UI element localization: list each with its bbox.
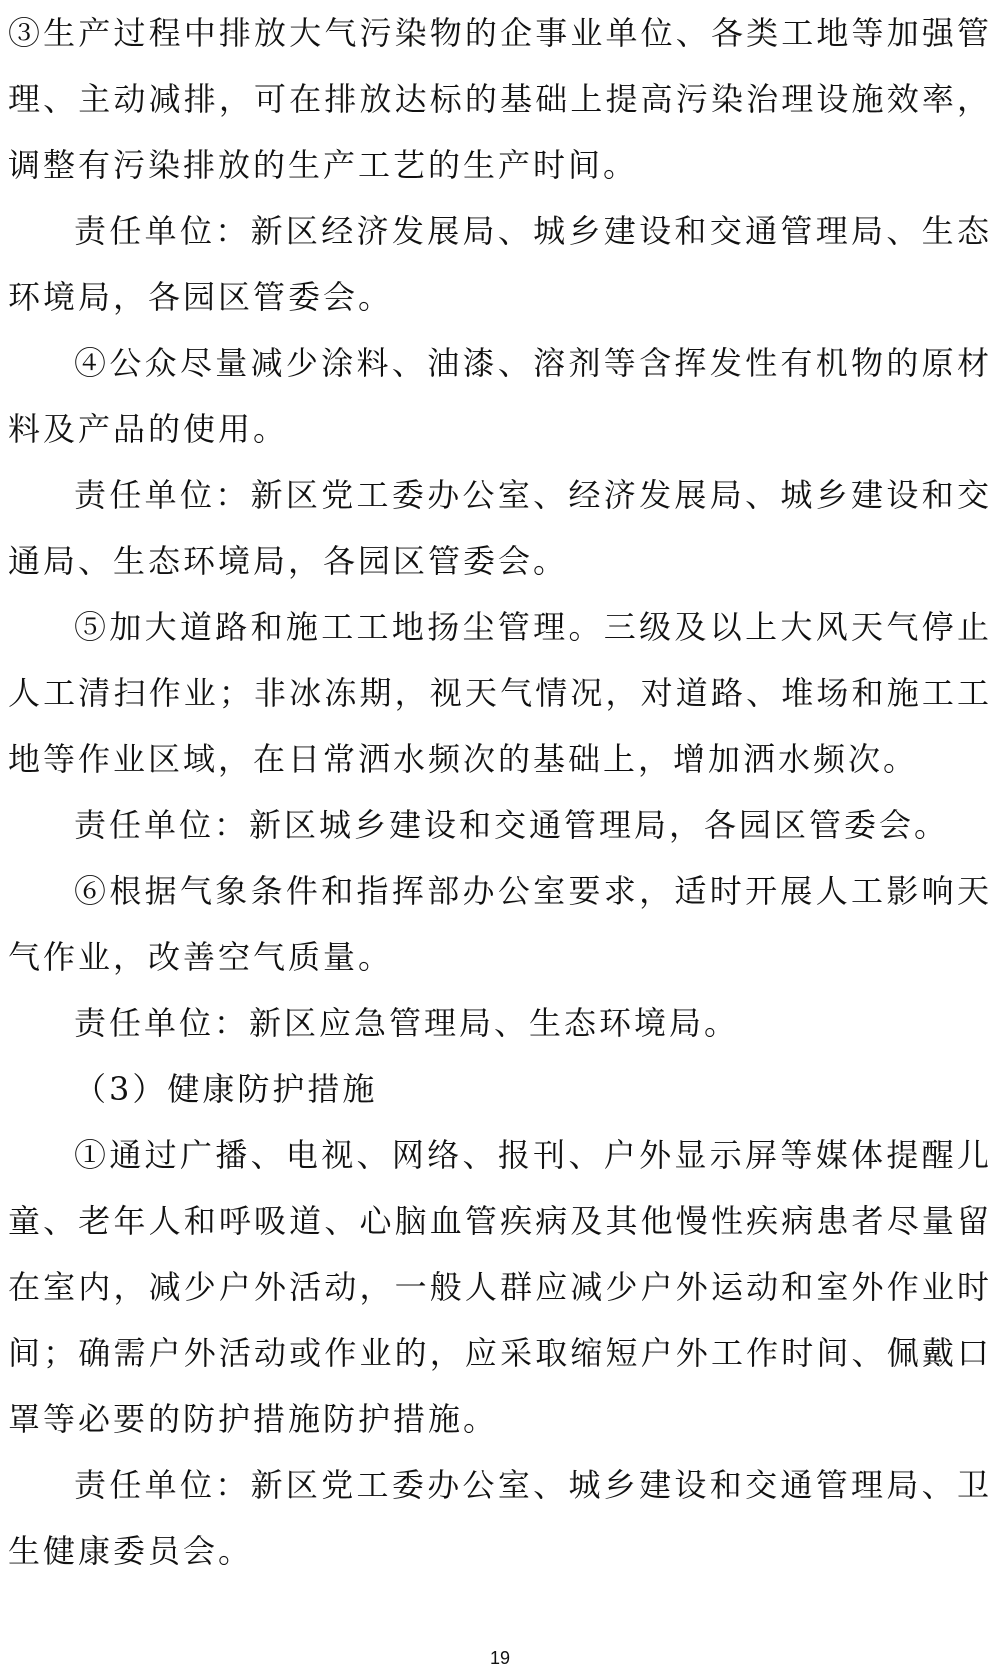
paragraph-responsible-units-health-1: 责任单位：新区党工委办公室、城乡建设和交通管理局、卫生健康委员会。 [8,1466,992,1570]
paragraph-responsible-units-6: 责任单位：新区应急管理局、生态环境局。 [74,1004,740,1042]
paragraph-measure-5: ⑤加大道路和施工工地扬尘管理。三级及以上大风天气停止人工清扫作业；非冰冻期，视天气情况，对道路、堆场和施工工地等作业区域，在日常洒水频次的基础上，增加洒水频次。 [8,608,992,778]
paragraph-health-measure-1: ①通过广播、电视、网络、报刊、户外显示屏等媒体提醒儿童、老年人和呼吸道、心脑血管疾病及其他慢性疾病患者尽量留在室内，减少户外活动，一般人群应减少户外运动和室外作业时间；确需户外活动或作业的，应采取缩短户外工作时间、佩戴口罩等必要的防护措施防护措施。 [8,1136,992,1438]
section-heading-health-protection: （3）健康防护措施 [74,1070,378,1108]
paragraph-responsible-units-4: 责任单位：新区党工委办公室、经济发展局、城乡建设和交通局、生态环境局，各园区管委会。 [8,476,992,580]
paragraph-responsible-units-5: 责任单位：新区城乡建设和交通管理局，各园区管委会。 [74,806,950,844]
document-body [8,0,992,1584]
paragraph-responsible-units-3: 责任单位：新区经济发展局、城乡建设和交通管理局、生态环境局，各园区管委会。 [8,212,992,316]
paragraph-measure-6: ⑥根据气象条件和指挥部办公室要求，适时开展人工影响天气作业，改善空气质量。 [8,872,992,976]
paragraph-measure-3: ③生产过程中排放大气污染物的企事业单位、各类工地等加强管理、主动减排，可在排放达标的基础上提高污染治理设施效率，调整有污染排放的生产工艺的生产时间。 [8,14,992,184]
page-number: 19 [489,1648,511,1668]
paragraph-measure-4: ④公众尽量减少涂料、油漆、溶剂等含挥发性有机物的原材料及产品的使用。 [8,344,992,448]
